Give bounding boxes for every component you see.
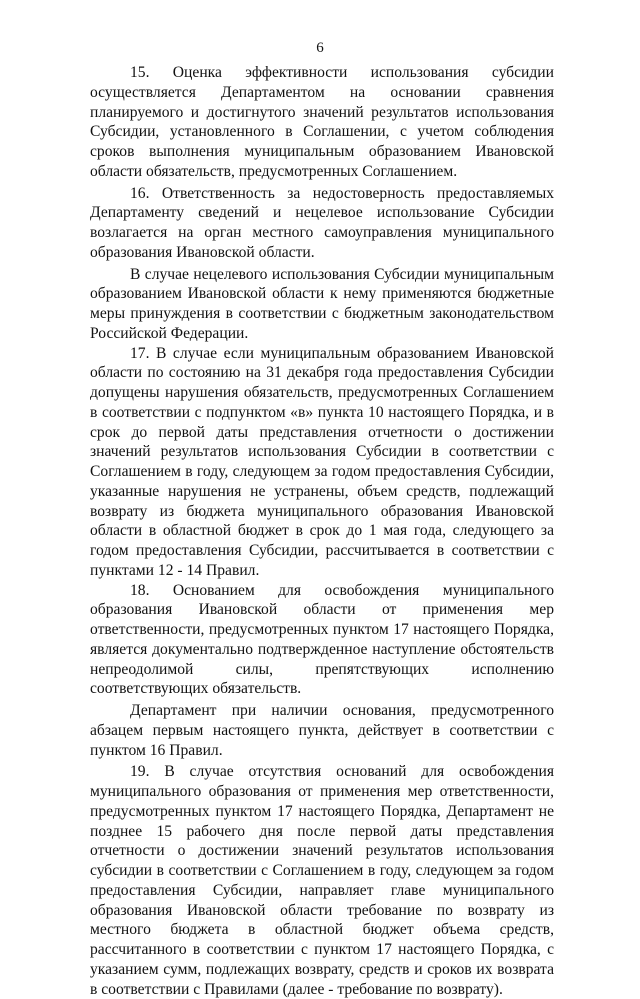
paragraph-19: 19. В случае отсутствия оснований для освобождения муниципального образования от применения мер ответственности, предусмотренных пунктом 17 настоящего Порядка, Департамент не позднее 15 рабочего дня после первой даты представления отчетности о достижении значений результатов использования субсидии в соответствии с Соглашением в году, следующем за годом предоставления Субсидии, направляет главе муниципального образования Ивановской области требование по возврату из местного бюджета в областной бюджет объема средств, рассчитанного в соответствии с пунктом 17 настоящего Порядка, с указанием сумм, подлежащих возврату, средств и сроков их возврата в соответствии с Правилами (далее - требование по возврату). xyxy=(90,763,554,998)
page-number: 6 xyxy=(316,40,324,56)
paragraph-16-misuse: В случае нецелевого использования Субсидии муниципальным образованием Ивановской области к нему применяются бюджетные меры принуждения в соответствии с бюджетным законодательством Российской Федерации. xyxy=(90,265,554,342)
paragraph-15: 15. Оценка эффективности использования субсидии осуществляется Департаментом на основании сравнения планируемого и достигнутого значений результатов использования Субсидии, установленного в Соглашении, с учетом соблюдения сроков выполнения муниципальным образованием Ивановской области обязательств, предусмотренных Соглашением. xyxy=(90,64,554,180)
paragraph-18: 18. Основанием для освобождения муниципального образования Ивановской области от применения мер ответственности, предусмотренных пунктом 17 настоящего Порядка, является документально подтвержденное наступление обстоятельств непреодолимой силы, препятствующих исполнению соответствующих обязательств. xyxy=(90,581,554,698)
document-body xyxy=(90,63,554,999)
paragraph-16: 16. Ответственность за недостоверность предоставляемых Департаменту сведений и нецелевое использование Субсидии возлагается на орган местного самоуправления муниципального образования Ивановской области. xyxy=(90,184,554,261)
paragraph-17: 17. В случае если муниципальным образованием Ивановской области по состоянию на 31 декабря года предоставления Субсидии допущены нарушения обязательств, предусмотренных Соглашением в соответствии с подпунктом «в» пункта 10 настоящего Порядка, и в срок до первой даты представления отчетности о достижении значений результатов использования Субсидии в соответствии с Соглашением в году, следующем за годом предоставления Субсидии, указанные нарушения не устранены, объем средств, подлежащий возврату из бюджета муниципального образования Ивановской области в областной бюджет в срок до 1 мая года, следующего за годом предоставления Субсидии, рассчитывается в соответствии с пунктами 12 - 14 Правил. xyxy=(90,344,554,579)
paragraph-18-department: Департамент при наличии основания, предусмотренного абзацем первым настоящего пункта, действует в соответствии с пунктом 16 Правил. xyxy=(90,702,554,759)
